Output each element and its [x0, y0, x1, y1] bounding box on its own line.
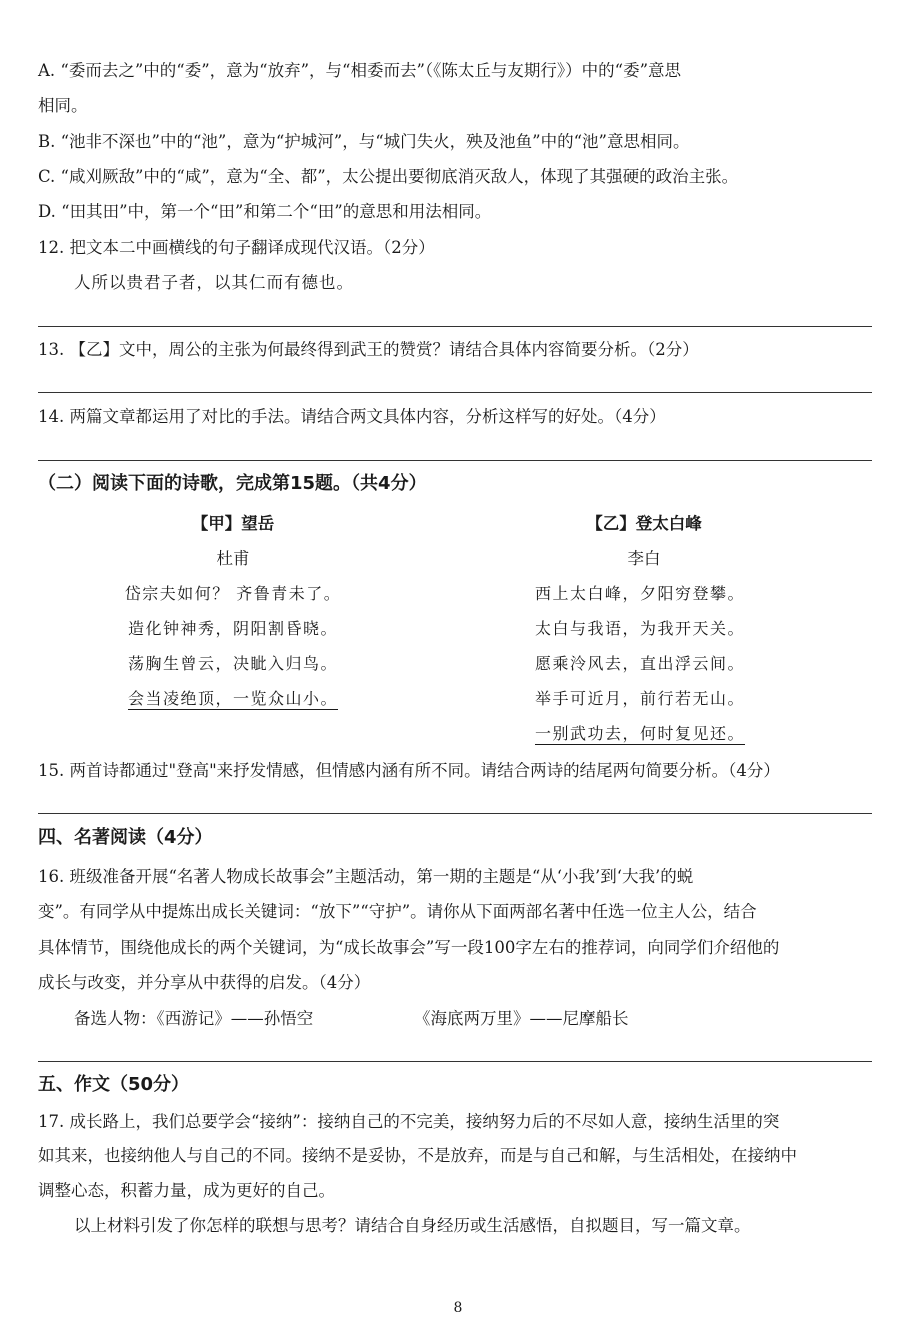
answer-line-16	[38, 1061, 872, 1062]
option-a-line1: A. “委而去之”中的“委”，意为“放弃”，与“相委而去”（《陈太丘与友期行》）中的“委”意思	[38, 61, 682, 80]
option-d: D. “田其田”中，第一个“田”和第二个“田”的意思和用法相同。	[38, 202, 492, 221]
answer-line-12	[38, 326, 872, 327]
question-17-line1: 17. 成长路上，我们总要学会“接纳”：接纳自己的不完美，接纳努力后的不尽如人意，接纳生活里的突	[38, 1112, 780, 1131]
poem-a-line: 造化钟神秀，阴阳割昏晓。	[127, 619, 339, 638]
question-16-line3: 具体情节，围绕他成长的两个关键词，为“成长故事会”写一段100字左右的推荐词，向同学们介绍他的	[38, 938, 780, 957]
question-16-line1: 16. 班级准备开展“名著人物成长故事会”主题活动，第一期的主题是“从‘小我’到‘大我’的蜕	[38, 867, 694, 886]
question-15: 15. 两首诗都通过"登高"来抒发情感，但情感内涵有所不同。请结合两诗的结尾两句简要分析。（4分）	[38, 761, 780, 780]
poem-b-line: 太白与我语，为我开天关。	[534, 619, 746, 638]
question-13: 13. 【乙】文中，周公的主张为何最终得到武王的赞赏？请结合具体内容简要分析。（2分）	[38, 340, 699, 359]
question-17-line2: 如其来，也接纳他人与自己的不同。接纳不是妥协，不是放弃，而是与自己和解，与生活相处，在接纳中	[38, 1146, 797, 1165]
poem-a-line: 岱宗夫如何？ 齐鲁青未了。	[124, 584, 342, 603]
question-16-line4: 成长与改变，并分享从中获得的启发。（4分）	[38, 973, 371, 992]
option-a-line2: 相同。	[38, 96, 88, 115]
option-c: C. “咸刈厥敌”中的“咸”，意为“全、都”，太公提出要彻底消灭敌人，体现了其强硬的政治主张。	[38, 167, 739, 186]
option-b: B. “池非不深也”中的“池”，意为“护城河”，与“城门失火，殃及池鱼”中的“池”意思相同。	[38, 132, 690, 151]
poem-b-line-underlined: 一别武功去，何时复见还。	[534, 724, 746, 743]
page-number: 8	[453, 1300, 463, 1316]
poem-a-author: 杜甫	[216, 549, 250, 568]
poem-a-line-underlined: 会当凌绝顶，一览众山小。	[127, 689, 339, 708]
question-12-sentence: 人所以贵君子者，以其仁而有德也。	[74, 273, 354, 292]
candidate-sun-wukong: 备选人物：《西游记》——孙悟空	[74, 1009, 314, 1028]
answer-line-13	[38, 392, 872, 393]
poem-b-line: 愿乘泠风去，直出浮云间。	[534, 654, 746, 673]
poem-b-line: 举手可近月，前行若无山。	[534, 689, 746, 708]
poem-b-line: 西上太白峰，夕阳穷登攀。	[534, 584, 746, 603]
section-5-title: 五、作文（50分）	[38, 1074, 190, 1095]
question-14: 14. 两篇文章都运用了对比的手法。请结合两文具体内容，分析这样写的好处。（4分）	[38, 407, 666, 426]
poem-a-title: 【甲】望岳	[191, 514, 275, 533]
section-2-title: （二）阅读下面的诗歌，完成第15题。（共4分）	[38, 473, 427, 494]
answer-line-15	[38, 813, 872, 814]
poem-b-title: 【乙】登太白峰	[586, 514, 702, 533]
question-16-line2: 变”。有同学从中提炼出成长关键词：“放下”“守护”。请你从下面两部名著中任选一位主人公，结合	[38, 902, 757, 921]
candidate-captain-nemo: 《海底两万里》——尼摩船长	[414, 1009, 629, 1028]
answer-line-14	[38, 460, 872, 461]
question-17-line3: 调整心态，积蓄力量，成为更好的自己。	[38, 1181, 335, 1200]
question-17-line4: 以上材料引发了你怎样的联想与思考？请结合自身经历或生活感悟，自拟题目，写一篇文章。	[74, 1216, 751, 1235]
poem-b-author: 李白	[627, 549, 661, 568]
section-4-title: 四、名著阅读（4分）	[38, 827, 213, 848]
question-12: 12. 把文本二中画横线的句子翻译成现代汉语。（2分）	[38, 238, 435, 257]
poem-a-line: 荡胸生曾云，决眦入归鸟。	[127, 654, 339, 673]
